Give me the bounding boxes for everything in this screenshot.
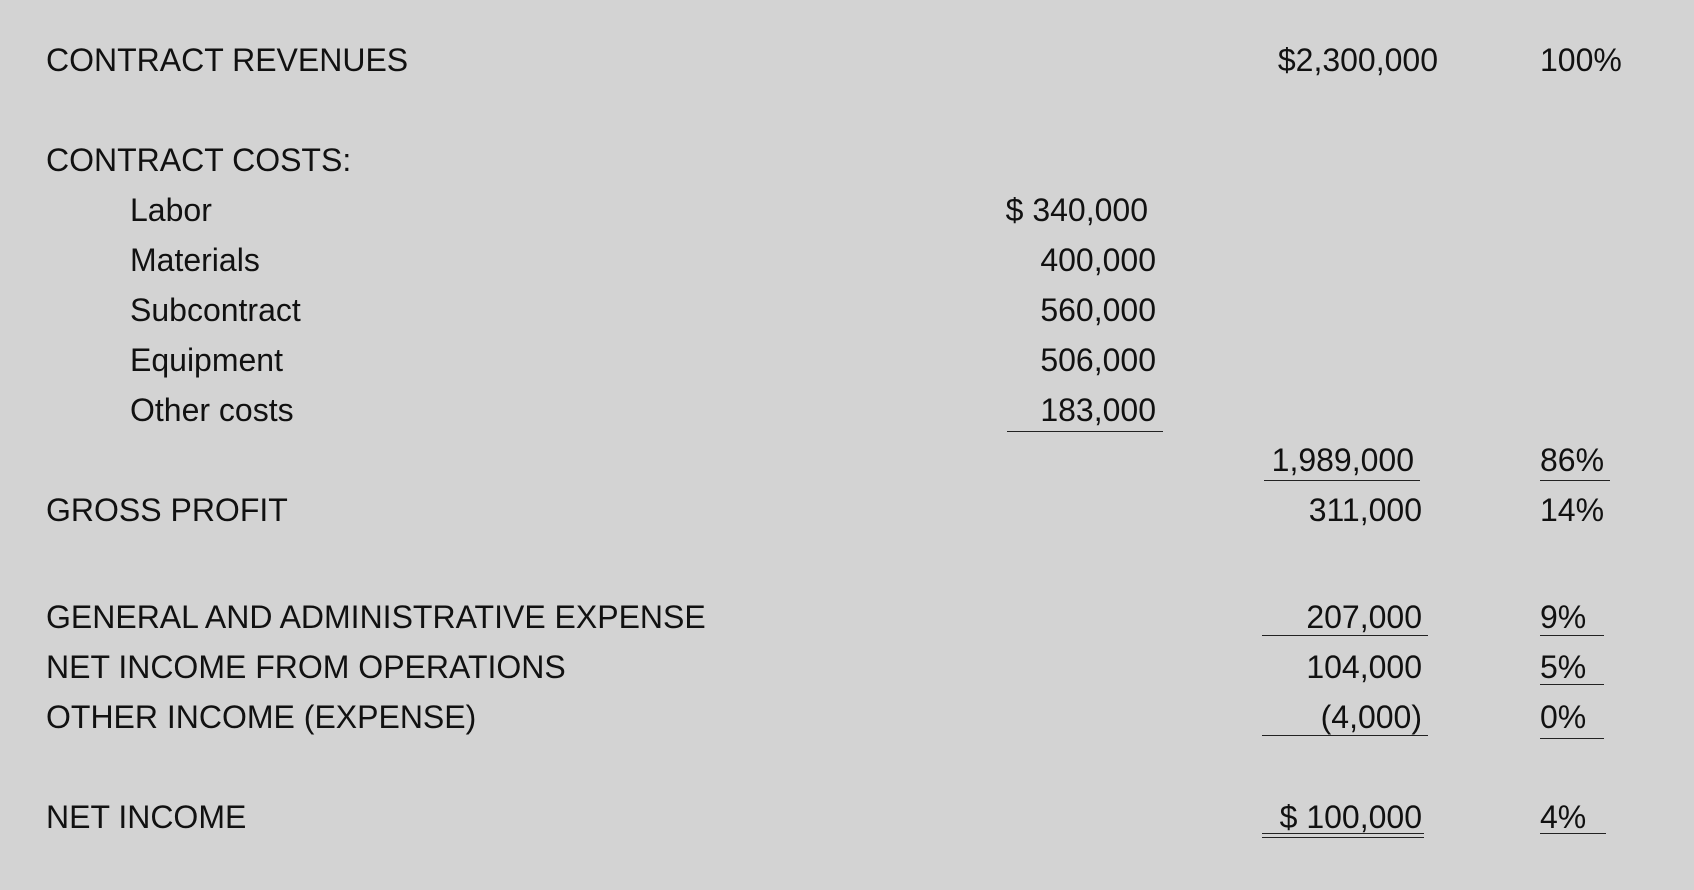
cost-item-label: Equipment xyxy=(130,342,283,378)
ga-expense-label: GENERAL AND ADMINISTRATIVE EXPENSE xyxy=(46,599,706,635)
net-income-row xyxy=(0,797,1694,847)
total-costs-amount: 1,989,000 xyxy=(1271,442,1414,478)
other-income-label: OTHER INCOME (EXPENSE) xyxy=(46,699,477,735)
cost-item-label: Materials xyxy=(130,242,260,278)
net-income-operations-row xyxy=(0,647,1694,697)
net-income-double-underline xyxy=(1262,833,1424,838)
revenues-amount: $2,300,000 xyxy=(1277,42,1438,78)
cost-item-label: Labor xyxy=(130,192,212,228)
gross-profit-row xyxy=(0,490,1694,540)
costs-header-row xyxy=(0,140,1694,190)
gross-profit-amount: 311,000 xyxy=(1308,492,1422,528)
other-income-percent-underline xyxy=(1540,738,1604,739)
net-income-label: NET INCOME xyxy=(46,799,247,835)
gross-profit-percent: 14% xyxy=(1540,492,1605,528)
operations-percent-underline xyxy=(1540,684,1604,685)
costs-subtotal-underline xyxy=(1007,431,1163,432)
cost-item-amount: 183,000 xyxy=(1040,392,1156,428)
other-income-underline xyxy=(1262,735,1428,736)
other-income-percent: 0% xyxy=(1540,699,1587,735)
revenues-percent: 100% xyxy=(1540,42,1622,78)
cost-item-label: Subcontract xyxy=(130,292,301,328)
costs-header: CONTRACT COSTS: xyxy=(46,142,352,178)
gross-profit-label: GROSS PROFIT xyxy=(46,492,288,528)
ga-expense-amount: 207,000 xyxy=(1306,599,1422,635)
cost-item-row xyxy=(0,290,1694,340)
cost-item-row xyxy=(0,390,1694,440)
cost-item-amount: 400,000 xyxy=(1040,242,1156,278)
net-income-operations-amount: 104,000 xyxy=(1306,649,1422,685)
net-income-percent: 4% xyxy=(1540,799,1587,835)
net-income-percent-underline xyxy=(1540,833,1606,834)
revenues-label: CONTRACT REVENUES xyxy=(46,42,409,78)
cost-item-row xyxy=(0,190,1694,240)
cost-item-row xyxy=(0,240,1694,290)
other-income-row xyxy=(0,697,1694,747)
total-costs-underline xyxy=(1264,480,1420,481)
total-costs-row xyxy=(0,440,1694,490)
total-costs-percent-underline xyxy=(1540,480,1610,481)
ga-expense-row xyxy=(0,597,1694,647)
cost-item-label: Other costs xyxy=(130,392,294,428)
net-income-amount: $ 100,000 xyxy=(1279,799,1422,835)
total-costs-percent: 86% xyxy=(1540,442,1605,478)
cost-item-amount: $ 340,000 xyxy=(1005,192,1148,228)
cost-item-amount: 506,000 xyxy=(1040,342,1156,378)
ga-percent-underline xyxy=(1540,635,1604,636)
cost-item-row xyxy=(0,340,1694,390)
ga-expense-underline xyxy=(1262,635,1428,636)
ga-expense-percent: 9% xyxy=(1540,599,1587,635)
other-income-amount: (4,000) xyxy=(1320,699,1422,735)
revenues-row xyxy=(0,40,1694,90)
net-income-operations-percent: 5% xyxy=(1540,649,1587,685)
cost-item-amount: 560,000 xyxy=(1040,292,1156,328)
net-income-operations-label: NET INCOME FROM OPERATIONS xyxy=(46,649,566,685)
